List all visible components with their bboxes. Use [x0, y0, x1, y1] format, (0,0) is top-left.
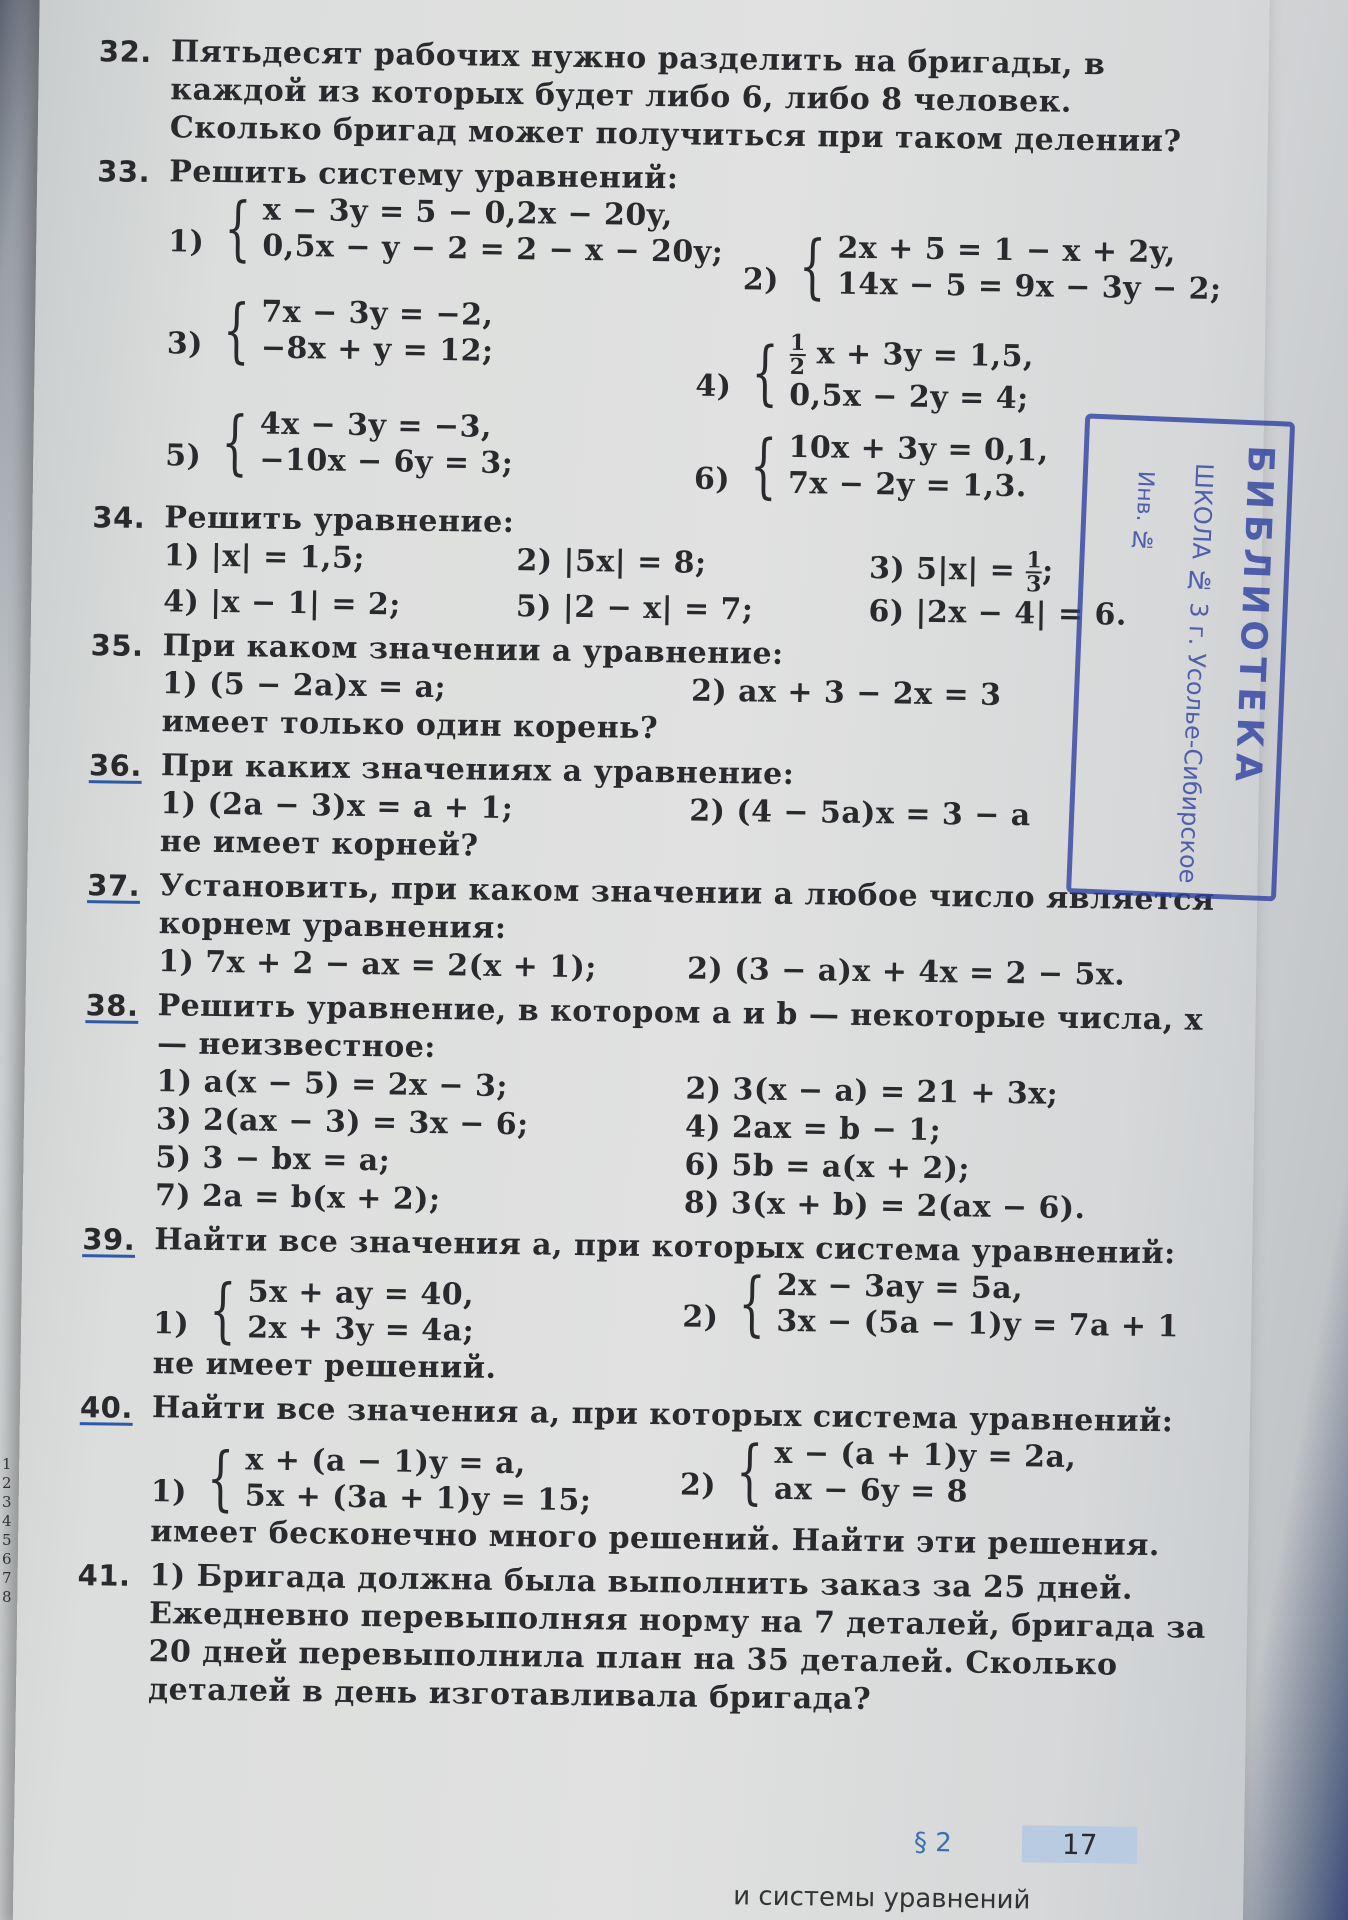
system-3: 3) { 7x − 3y = −2, −8x + y = 12;: [166, 289, 494, 372]
problem-text: Решить уравнение:: [164, 500, 515, 541]
page-content: [77, 33, 1229, 1730]
problem-text: Пятьдесят рабочих нужно разделить на бригады, в каждой из которых будет либо 6, либо 8 человек. Сколько бригад может получиться при таком делении?: [169, 34, 1182, 160]
system-1: 1) { 5x + ay = 40, 2x + 3y = 4a;: [152, 1268, 475, 1352]
problem-number: 33.: [97, 154, 151, 189]
problem-number: 34.: [92, 500, 146, 535]
item-1: 1) |x| = 1,5;: [163, 538, 366, 577]
system-6: 6) { 10x + 3y = 0,1, 7x − 2y = 1,3.: [693, 424, 1049, 507]
problem-text: Найти все значения a, при которых система уравнений:: [154, 1222, 1176, 1272]
problem-39: [82, 1220, 1212, 1397]
problem-number: 32.: [98, 34, 153, 69]
textbook-page: [13, 0, 1282, 1920]
page-footer: [914, 1824, 1138, 1864]
problem-number: 36.: [88, 748, 143, 783]
item-2: 2) (4 − 5a)x = 3 − a: [689, 793, 1031, 834]
system-1: 1) { x + (a − 1)y = a, 5x + (3a + 1)y = 15;: [150, 1436, 592, 1520]
problem-32: [98, 33, 1229, 162]
item-1: 1) (2a − 3)x = a + 1;: [160, 786, 514, 827]
problem-33: [97, 153, 1228, 508]
system-5: 5) { 4x − 3y = −3, −10x − 6y = 3;: [165, 400, 514, 484]
systems-row: [168, 187, 1227, 308]
problem-text: При каких значениях a уравнение:: [160, 748, 795, 793]
problem-37: [87, 866, 1217, 995]
item-6: 6) |2x − 4| = 6.: [868, 594, 1128, 633]
problem-34: [92, 498, 1223, 635]
system-4: 4) { $\frac{1}{2}$ x + 3y = 1,5, 0,5x − 2y = 4;: [695, 329, 1035, 417]
problem-36: [88, 746, 1219, 875]
problem-number: 37.: [87, 868, 141, 903]
systems-row: [166, 289, 1225, 420]
problem-tail: не имеет корней?: [159, 824, 479, 864]
item-1: 1) (5 − 2a)x = a;: [161, 666, 447, 706]
page-number: 17: [1022, 1825, 1138, 1864]
next-page-title: и системы уравнений: [733, 1881, 1031, 1916]
system-2: 2) { 2x + 5 = 1 − x + 2y, 14x − 5 = 9x − 3y − 2;: [742, 225, 1222, 308]
problem-text: 1) Бригада должна была выполнить заказ за 25 дней. Ежедневно перевыполняя норму на 7 деталей, бригада за 20 дней перевыполнила план на 35 деталей. Сколько деталей в день изготавливала бригада?: [147, 1558, 1207, 1718]
problem-tail: не имеет решений.: [152, 1346, 497, 1386]
problem-41: [77, 1556, 1208, 1723]
system-2: 2) { 2x − 3ay = 5a, 3x − (5a − 1)y = 7a + 1: [682, 1262, 1180, 1345]
margin-numbers: 1 2 3 4 5 6 7 8: [2, 1455, 12, 1606]
problem-number: 38.: [85, 988, 139, 1023]
problem-number: 35.: [90, 628, 144, 663]
problem-text: Решить уравнение, в котором a и b — некоторые числа, x — неизвестное:: [156, 988, 1204, 1066]
item-1: 1) 7x + 2 − ax = 2(x + 1);: [158, 944, 598, 986]
section-label: § 2: [913, 1827, 953, 1858]
problem-number: 39.: [82, 1222, 136, 1257]
systems-row: [165, 400, 1224, 508]
item-3: 3) 5|x| = $\frac{1}{3}$ ;: [868, 547, 1054, 598]
problem-tail: имеет только один корень?: [161, 704, 659, 747]
item-2: 2) |5x| = 8;: [516, 543, 707, 581]
problem-text: Установить, при каком значении a любое число является корнем уравнения:: [158, 868, 1215, 947]
problem-number: 41.: [77, 1558, 131, 1593]
problem-text: Решить систему уравнений:: [169, 154, 679, 197]
problem-35: [90, 626, 1220, 755]
problem-38: 38. Решить уравнение, в котором a и b — некоторые числа, x — неизвестное: 1) a(x − 5) = 2x − 3; 2) 3(x − a) = 21 + 3x; 3) 2(ax − 3) = 3x − 6; 4) 2ax = b − 1; 5) 3 − bx = a; 6) 5b = a(x + 2); 7) 2a = b(x + 2); 8) 3(x + b) = 2(ax − 6).: [103, 986, 1216, 1229]
problem-number: 40.: [79, 1390, 134, 1425]
system-2: 2) { x − (a + 1)y = 2a, ax − 6y = 8: [679, 1430, 1077, 1513]
item-4: 4) |x − 1| = 2;: [163, 584, 402, 623]
problem-40: [79, 1388, 1210, 1565]
problem-text: При каком значении a уравнение:: [162, 628, 784, 672]
item-2: 2) ax + 3 − 2x = 3: [690, 673, 1002, 713]
item-2: 2) (3 − a)x + 4x = 2 − 5x.: [686, 951, 1126, 993]
problem-tail: имеет бесконечно много решений. Найти эти решения.: [150, 1514, 1161, 1564]
system-1: 1) { x − 3y = 5 − 0,2x − 20y, 0,5x − y − 2 = 2 − x − 20y;: [168, 187, 724, 270]
problem-text: Найти все значения a, при которых система уравнений:: [151, 1390, 1174, 1440]
library-stamp: БИБЛИОТЕКА ШКОЛА № 3 г. Усолье-Сибирское Инв. №: [1066, 413, 1295, 901]
item-5: 5) |2 − x| = 7;: [515, 589, 754, 628]
